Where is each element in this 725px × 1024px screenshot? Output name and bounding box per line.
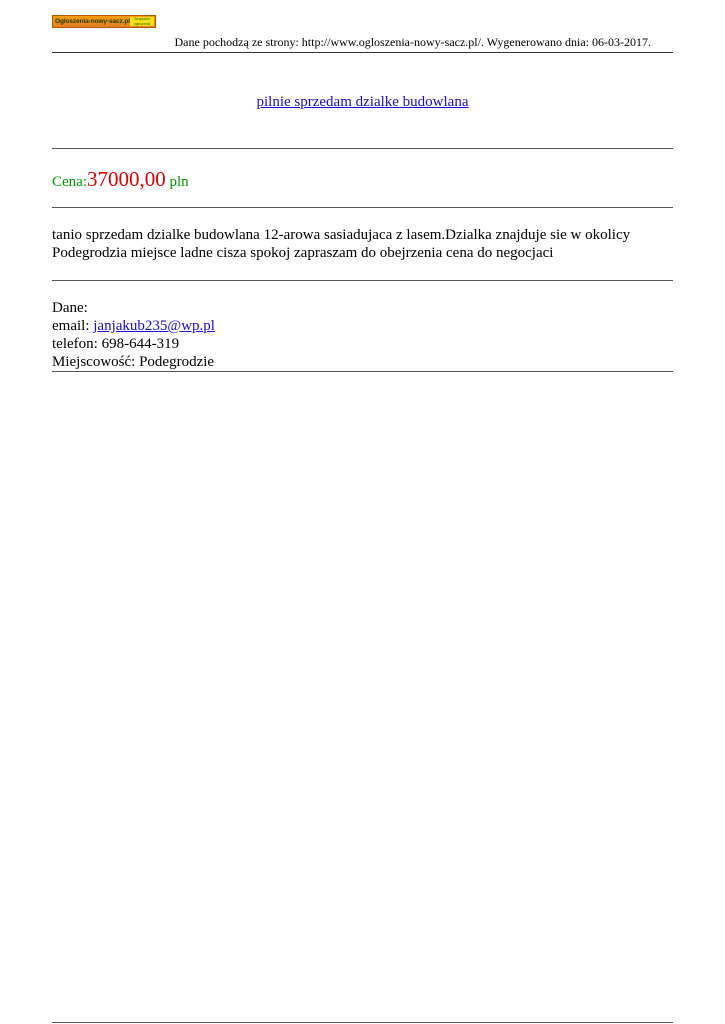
logo-text: Ogloszenia-nowy-sacz.pl bbox=[55, 18, 130, 25]
divider-after-contact bbox=[52, 371, 673, 372]
logo-badge: Bezpłatne ogłoszenia bbox=[130, 17, 154, 26]
city-row bbox=[52, 353, 215, 371]
divider-after-title bbox=[52, 148, 673, 149]
header-divider bbox=[52, 52, 673, 53]
footer-divider bbox=[52, 1022, 673, 1023]
city-label: Miejscowość: bbox=[52, 354, 140, 370]
contact-details bbox=[52, 299, 215, 371]
email-label: email: bbox=[52, 318, 94, 334]
email-row bbox=[52, 317, 215, 335]
listing-title-link[interactable]: pilnie sprzedam dzialke budowlana bbox=[256, 94, 469, 110]
site-logo bbox=[52, 15, 156, 28]
divider-after-price bbox=[52, 207, 673, 208]
price-currency: pln bbox=[165, 174, 189, 190]
divider-after-description bbox=[52, 280, 673, 281]
phone-label: telefon: bbox=[52, 336, 102, 352]
source-line: Dane pochodzą ze strony: http://www.ogloszenia-nowy-sacz.pl/. Wygenerowano dnia: 06-03-2017. bbox=[174, 35, 651, 49]
price-label: Cena: bbox=[52, 174, 87, 190]
phone-row bbox=[52, 335, 215, 353]
contact-heading: Dane: bbox=[52, 300, 88, 316]
listing-title bbox=[52, 93, 673, 111]
phone-value: 698-644-319 bbox=[101, 336, 180, 352]
price-row bbox=[52, 166, 189, 195]
email-link[interactable]: janjakub235@wp.pl bbox=[93, 318, 215, 334]
listing-description: tanio sprzedam dzialke budowlana 12-arowa sasiadujaca z lasem.Dzialka znajduje sie w okolicy Podegrodzia miejsce ladne cisza spokoj zapraszam do obejrzenia cena do negocjaci bbox=[52, 227, 631, 261]
city-value: Podegrodzie bbox=[139, 354, 215, 370]
price-value: 37000,00 bbox=[87, 167, 166, 191]
